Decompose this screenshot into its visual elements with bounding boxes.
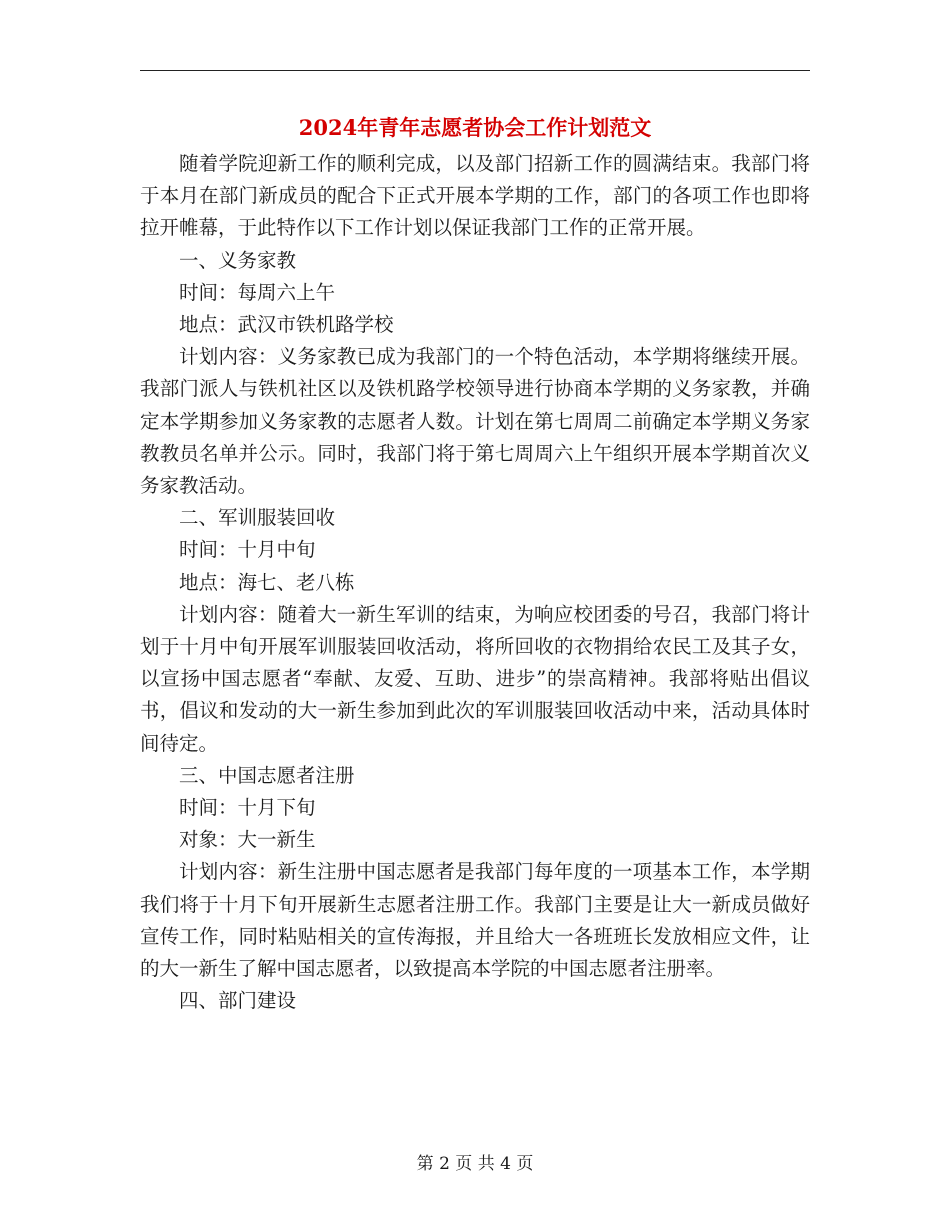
section-2-time: 时间：十月中旬 bbox=[179, 538, 316, 562]
section-heading-2: 二、军训服装回收 bbox=[179, 506, 336, 530]
section-3-audience: 对象：大一新生 bbox=[179, 828, 316, 852]
page-number: 第 2 页 共 4 页 bbox=[416, 1154, 534, 1174]
section-3-time: 时间：十月下旬 bbox=[179, 796, 316, 820]
section-2-location: 地点：海七、老八栋 bbox=[179, 570, 355, 594]
section-heading-4: 四、部门建设 bbox=[179, 989, 297, 1013]
section-2-plan: 计划内容：随着大一新生军训的结束，为响应校团委的号召，我部门将计划于十月中旬开展军训服装回收活动，将所回收的衣物捐给农民工及其子女，以宣扬中国志愿者“奉献、友爱、互助、进步”的崇高精神。我部将贴出倡议书，倡议和发动的大一新生参加到此次的军训服装回收活动中来，活动具体时间待定。 bbox=[140, 602, 810, 755]
paragraph-intro: 随着学院迎新工作的顺利完成，以及部门招新工作的圆满结束。我部门将于本月在部门新成员的配合下正式开展本学期的工作，部门的各项工作也即将拉开帷幕，于此特作以下工作计划以保证我部门工作的正常开展。 bbox=[140, 152, 810, 240]
document-title: 2024年青年志愿者协会工作计划范文 bbox=[298, 115, 652, 140]
section-1-time: 时间：每周六上午 bbox=[179, 280, 336, 304]
section-1-location: 地点：武汉市铁机路学校 bbox=[179, 313, 394, 337]
document-body bbox=[140, 148, 810, 1017]
section-1-plan: 计划内容：义务家教已成为我部门的一个特色活动，本学期将继续开展。我部门派人与铁机社区以及铁机路学校领导进行协商本学期的义务家教，并确定本学期参加义务家教的志愿者人数。计划在第七周周二前确定本学期义务家教教员名单并公示。同时，我部门将于第七周周六上午组织开展本学期首次义务家教活动。 bbox=[140, 345, 810, 498]
section-heading-3: 三、中国志愿者注册 bbox=[179, 763, 355, 787]
header-rule bbox=[140, 70, 810, 71]
section-3-plan: 计划内容：新生注册中国志愿者是我部门每年度的一项基本工作，本学期我们将于十月下旬开展新生志愿者注册工作。我部门主要是让大一新成员做好宣传工作，同时粘贴相关的宣传海报，并且给大一各班班长发放相应文件，让的大一新生了解中国志愿者，以致提高本学院的中国志愿者注册率。 bbox=[140, 860, 810, 981]
section-heading-1: 一、义务家教 bbox=[179, 248, 297, 272]
